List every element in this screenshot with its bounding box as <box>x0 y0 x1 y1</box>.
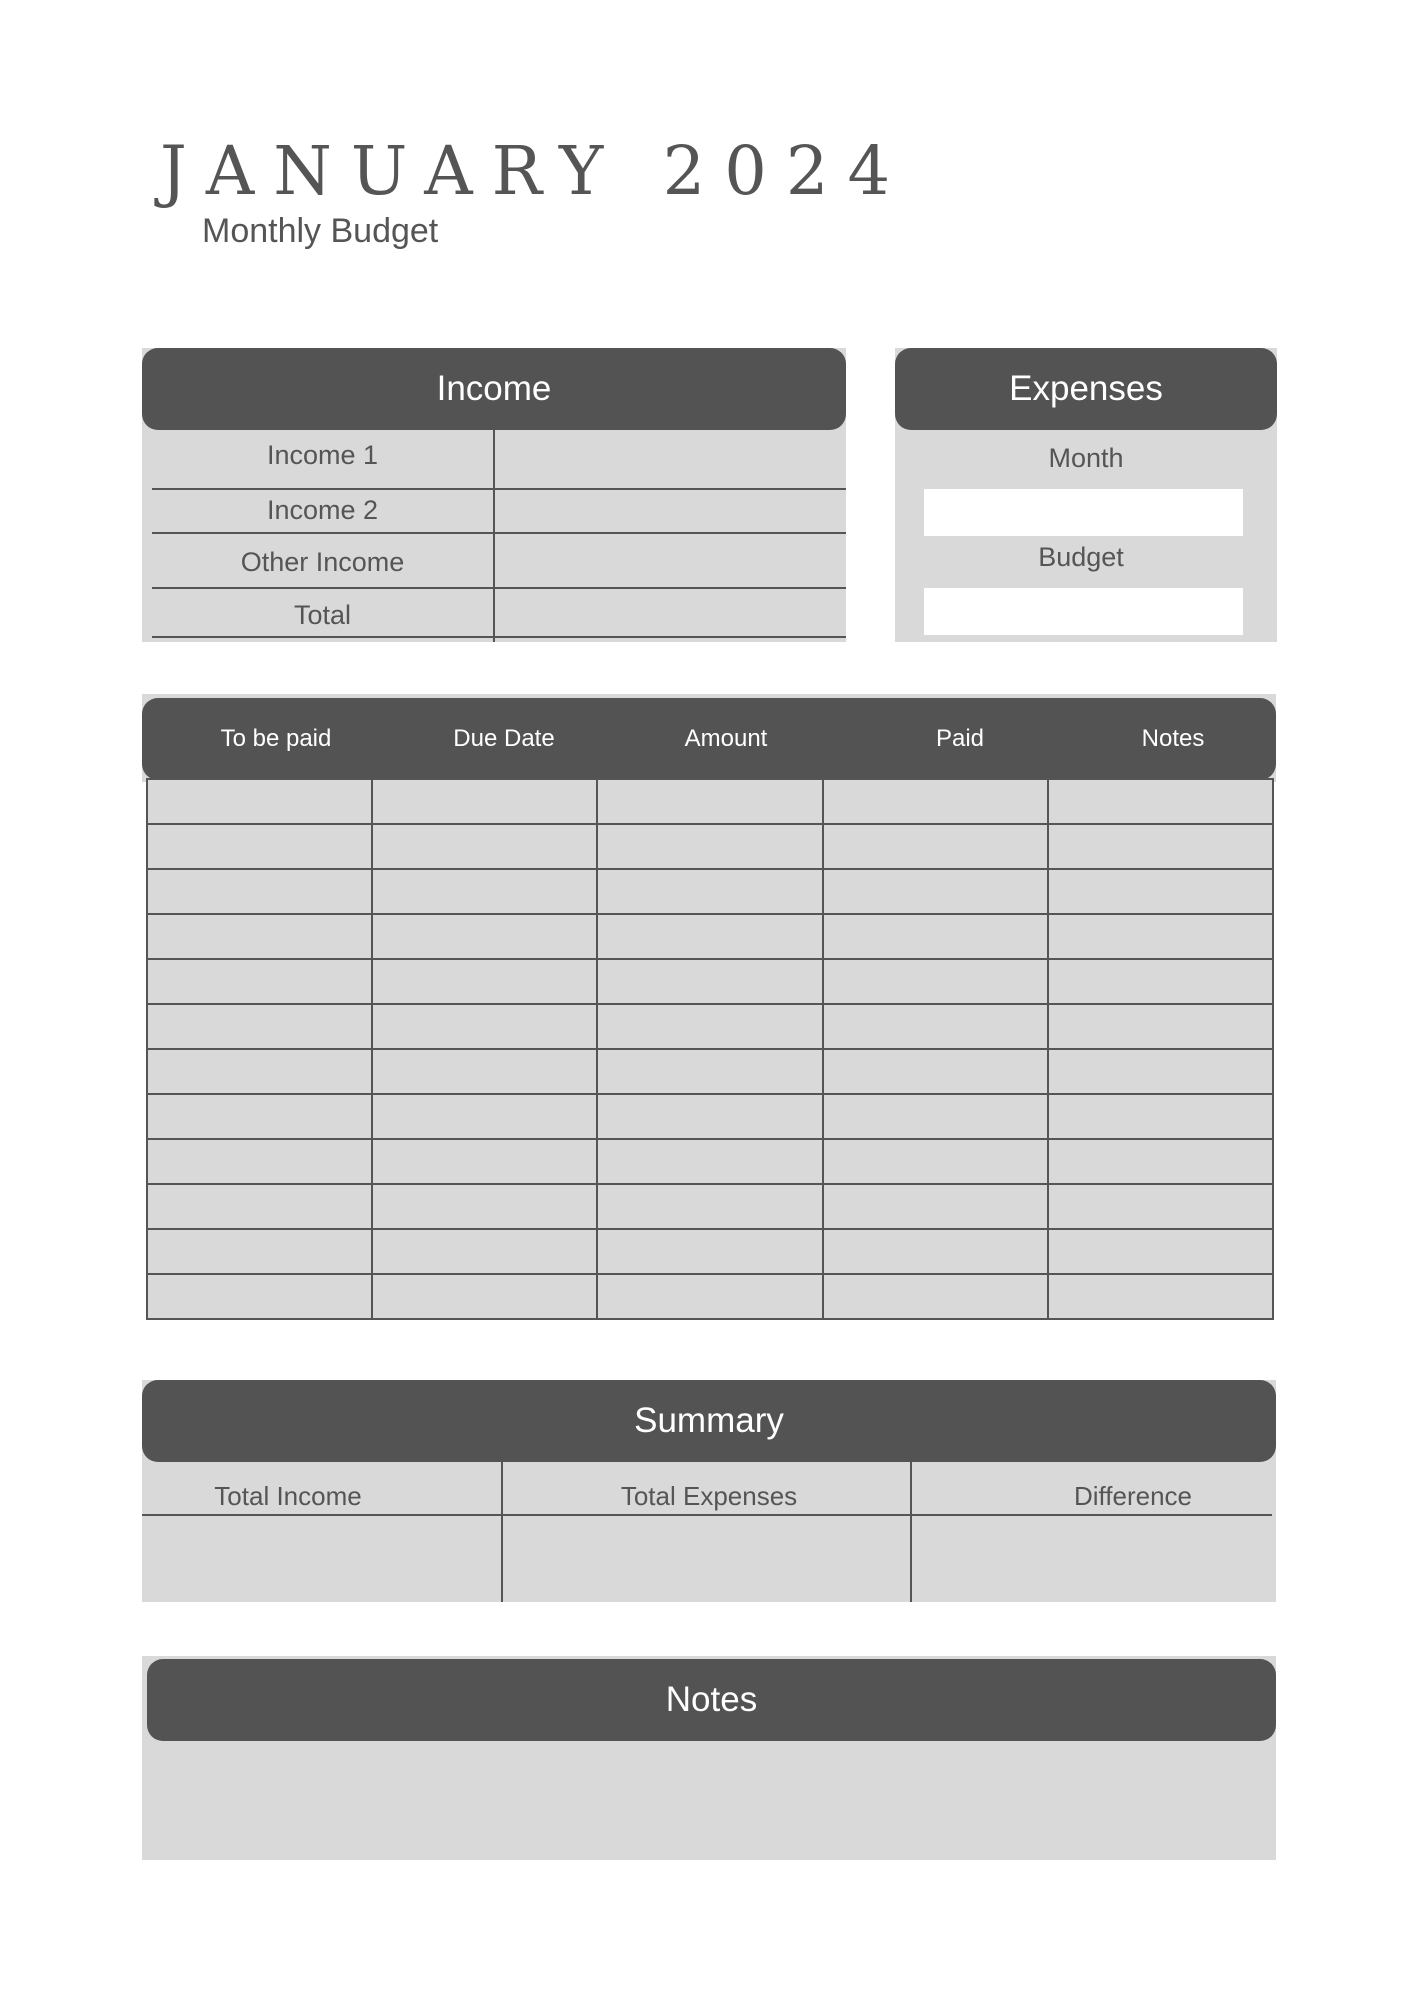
table-row <box>147 914 1273 959</box>
table-cell[interactable] <box>823 1139 1048 1184</box>
table-cell[interactable] <box>1048 1094 1273 1139</box>
table-cell[interactable] <box>372 1139 597 1184</box>
table-cell[interactable] <box>823 869 1048 914</box>
column-due-date: Due Date <box>453 725 555 752</box>
income-row-line <box>152 488 846 490</box>
budget-label: Budget <box>1038 542 1124 572</box>
table-cell[interactable] <box>823 1274 1048 1319</box>
table-cell[interactable] <box>372 914 597 959</box>
table-cell[interactable] <box>823 959 1048 1004</box>
table-cell[interactable] <box>597 1049 822 1094</box>
table-cell[interactable] <box>597 869 822 914</box>
table-cell[interactable] <box>597 1229 822 1274</box>
table-row <box>147 1229 1273 1274</box>
table-row <box>147 959 1273 1004</box>
table-cell[interactable] <box>1048 1139 1273 1184</box>
table-cell[interactable] <box>597 1184 822 1229</box>
table-cell[interactable] <box>1048 779 1273 824</box>
column-paid: Paid <box>935 725 985 752</box>
table-cell[interactable] <box>597 959 822 1004</box>
income-row-line <box>152 532 846 534</box>
table-row <box>147 1094 1273 1139</box>
table-row <box>147 1184 1273 1229</box>
total-expenses-label: Total Expenses <box>620 1481 798 1511</box>
table-cell[interactable] <box>1048 869 1273 914</box>
table-cell[interactable] <box>597 824 822 869</box>
table-row <box>147 779 1273 824</box>
table-cell[interactable] <box>147 1184 372 1229</box>
expenses-header: Expenses <box>895 348 1277 430</box>
column-amount: Amount <box>684 725 768 752</box>
table-cell[interactable] <box>823 779 1048 824</box>
income-1-label: Income 1 <box>266 440 379 470</box>
table-cell[interactable] <box>147 824 372 869</box>
table-cell[interactable] <box>1048 959 1273 1004</box>
table-row <box>147 1049 1273 1094</box>
table-cell[interactable] <box>372 869 597 914</box>
column-notes: Notes <box>1141 725 1205 752</box>
bills-table <box>146 778 1274 1320</box>
table-cell[interactable] <box>823 1049 1048 1094</box>
table-cell[interactable] <box>147 959 372 1004</box>
table-cell[interactable] <box>597 779 822 824</box>
table-row <box>147 1139 1273 1184</box>
table-cell[interactable] <box>372 959 597 1004</box>
difference-label: Difference <box>1073 1481 1193 1511</box>
month-field[interactable] <box>924 489 1243 536</box>
summary-header-line <box>142 1514 1272 1516</box>
table-cell[interactable] <box>597 914 822 959</box>
table-cell[interactable] <box>1048 914 1273 959</box>
table-row <box>147 1004 1273 1049</box>
table-row <box>147 869 1273 914</box>
table-cell[interactable] <box>147 869 372 914</box>
table-cell[interactable] <box>1048 1274 1273 1319</box>
table-row <box>147 824 1273 869</box>
table-cell[interactable] <box>147 1229 372 1274</box>
summary-divider <box>910 1462 912 1602</box>
column-to-be-paid: To be paid <box>220 725 332 752</box>
table-cell[interactable] <box>372 1184 597 1229</box>
table-cell[interactable] <box>372 1274 597 1319</box>
table-cell[interactable] <box>147 914 372 959</box>
table-cell[interactable] <box>1048 1229 1273 1274</box>
income-row-line <box>152 636 846 638</box>
table-cell[interactable] <box>823 914 1048 959</box>
budget-field[interactable] <box>924 588 1243 635</box>
table-cell[interactable] <box>823 824 1048 869</box>
summary-divider <box>501 1462 503 1602</box>
page-title: JANUARY 2024 <box>160 132 910 210</box>
table-cell[interactable] <box>372 1229 597 1274</box>
table-cell[interactable] <box>147 779 372 824</box>
income-2-label: Income 2 <box>266 495 379 525</box>
notes-header: Notes <box>147 1659 1276 1741</box>
table-cell[interactable] <box>597 1094 822 1139</box>
table-cell[interactable] <box>372 824 597 869</box>
page-subtitle: Monthly Budget <box>202 212 439 250</box>
table-cell[interactable] <box>597 1139 822 1184</box>
table-cell[interactable] <box>372 1094 597 1139</box>
table-cell[interactable] <box>372 1004 597 1049</box>
table-cell[interactable] <box>147 1049 372 1094</box>
table-cell[interactable] <box>147 1094 372 1139</box>
table-cell[interactable] <box>147 1139 372 1184</box>
table-cell[interactable] <box>597 1004 822 1049</box>
table-cell[interactable] <box>823 1094 1048 1139</box>
table-cell[interactable] <box>147 1004 372 1049</box>
table-row <box>147 1274 1273 1319</box>
table-cell[interactable] <box>597 1274 822 1319</box>
table-cell[interactable] <box>372 1049 597 1094</box>
table-cell[interactable] <box>1048 824 1273 869</box>
other-income-label: Other Income <box>240 547 405 577</box>
table-cell[interactable] <box>147 1274 372 1319</box>
table-cell[interactable] <box>1048 1049 1273 1094</box>
table-cell[interactable] <box>1048 1184 1273 1229</box>
summary-header: Summary <box>142 1380 1276 1462</box>
income-divider <box>493 430 495 642</box>
total-income-label: Total Income <box>214 1481 362 1511</box>
table-cell[interactable] <box>823 1004 1048 1049</box>
table-cell[interactable] <box>1048 1004 1273 1049</box>
table-cell[interactable] <box>823 1184 1048 1229</box>
table-cell[interactable] <box>823 1229 1048 1274</box>
income-row-line <box>152 587 846 589</box>
income-header: Income <box>142 348 846 430</box>
table-cell[interactable] <box>372 779 597 824</box>
month-label: Month <box>1048 443 1124 473</box>
income-total-label: Total <box>293 600 352 630</box>
